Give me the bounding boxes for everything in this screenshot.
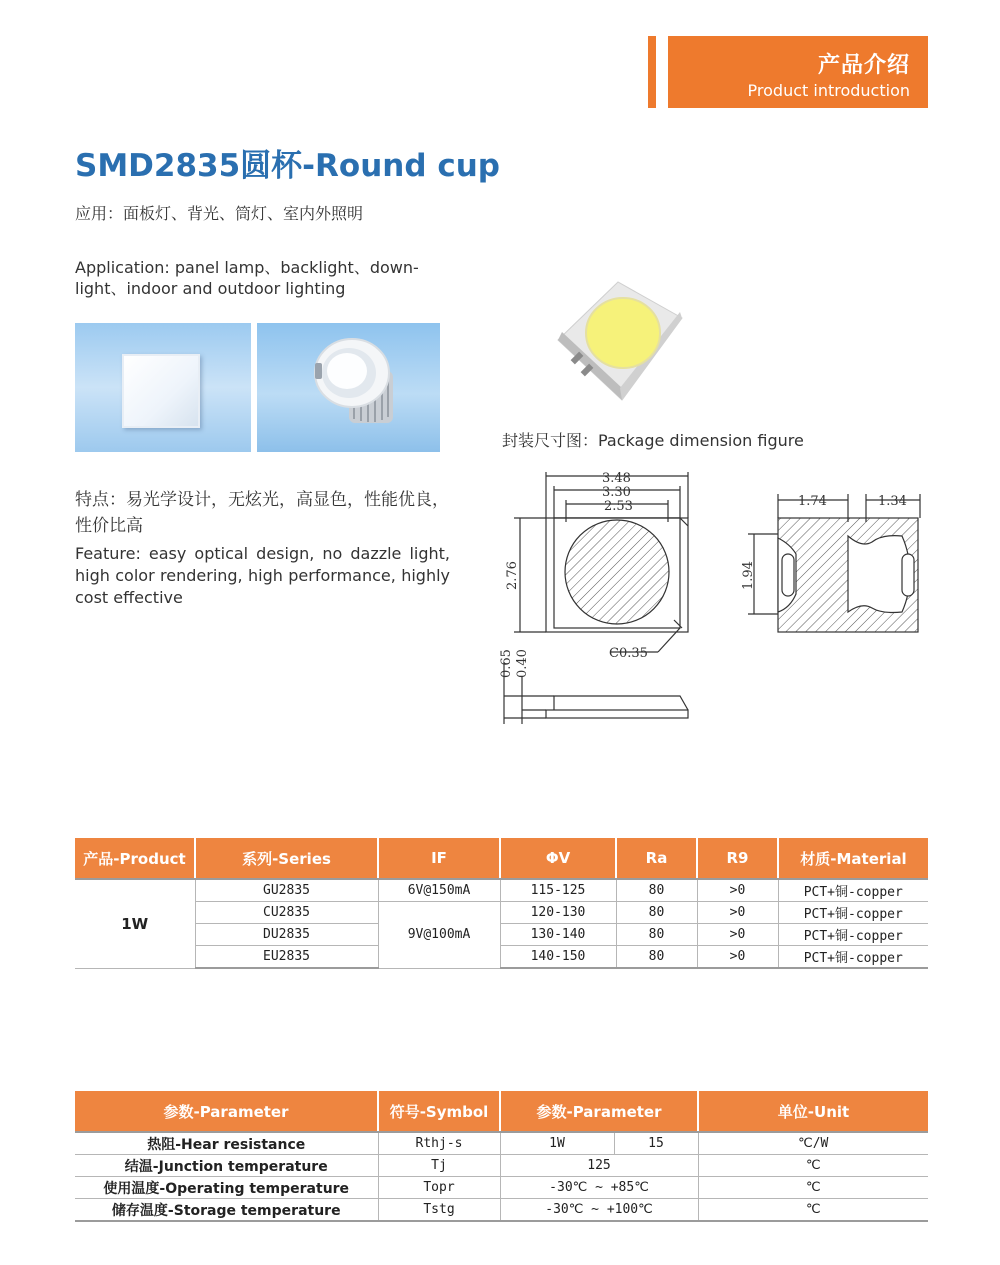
downlight-illustration xyxy=(257,323,440,452)
table-row xyxy=(75,879,928,902)
section-header xyxy=(668,36,928,108)
dim-height: 2.76 xyxy=(505,561,520,590)
value-cell: 15 xyxy=(614,1132,698,1155)
parameter-table xyxy=(75,1091,928,1222)
table-row xyxy=(75,1132,928,1155)
table-row xyxy=(75,1199,928,1222)
r9-cell: >0 xyxy=(697,946,778,969)
dim-width-mid: 3.30 xyxy=(602,485,631,500)
dim-thickness-total: 0.65 xyxy=(499,649,514,678)
downlight-clip xyxy=(315,363,322,379)
col-value: 参数-Parameter xyxy=(500,1091,698,1132)
col-ra: Ra xyxy=(616,838,697,879)
dim-thickness-body: 0.40 xyxy=(515,649,530,678)
series-cell: GU2835 xyxy=(195,879,378,902)
phiv-cell: 120-130 xyxy=(500,902,616,924)
table-row xyxy=(75,1155,928,1177)
header-accent-bar xyxy=(648,36,656,108)
application-cn: 应用：面板灯、背光、筒灯、室内外照明 xyxy=(75,204,364,223)
downlight-photo xyxy=(257,323,440,452)
table-row xyxy=(75,946,928,969)
ra-cell: 80 xyxy=(616,924,697,946)
dim-width-cup: 2.53 xyxy=(604,499,633,514)
if-cell: 9V@100mA xyxy=(378,902,500,969)
phiv-cell: 140-150 xyxy=(500,946,616,969)
col-symbol: 符号-Symbol xyxy=(378,1091,500,1132)
ra-cell: 80 xyxy=(616,946,697,969)
value-cell: -30℃ ~ +85℃ xyxy=(500,1177,698,1199)
symbol-cell: Tj xyxy=(378,1155,500,1177)
dim-pad-left: 1.74 xyxy=(798,494,827,509)
product-power: 1W xyxy=(75,879,195,968)
dim-chamfer: C0.35 xyxy=(609,646,648,661)
col-phiv: ΦV xyxy=(500,838,616,879)
material-cell: PCT+铜-copper xyxy=(778,924,928,946)
col-r9: R9 xyxy=(697,838,778,879)
table-row xyxy=(75,902,928,924)
side-view-lens xyxy=(554,696,688,710)
col-unit: 单位-Unit xyxy=(698,1091,928,1132)
r9-cell: >0 xyxy=(697,879,778,902)
cup-hatch xyxy=(565,520,669,624)
side-view-base xyxy=(546,710,688,718)
table-row xyxy=(75,924,928,946)
r9-cell: >0 xyxy=(697,902,778,924)
material-cell: PCT+铜-copper xyxy=(778,879,928,902)
series-cell: CU2835 xyxy=(195,902,378,924)
package-dimension-label: 封装尺寸图：Package dimension figure xyxy=(502,431,804,450)
section-title-cn: 产品介绍 xyxy=(817,53,910,78)
unit-cell: ℃ xyxy=(698,1199,928,1222)
dim-width-outer: 3.48 xyxy=(602,471,631,486)
section-title-en: Product introduction xyxy=(747,81,910,100)
ra-cell: 80 xyxy=(616,902,697,924)
col-material: 材质-Material xyxy=(778,838,928,879)
led-phosphor xyxy=(586,298,660,368)
col-product: 产品-Product xyxy=(75,838,195,879)
parameter-table-header xyxy=(75,1091,928,1132)
param-name-cell: 结温-Junction temperature xyxy=(75,1155,378,1177)
panel-lamp-photo xyxy=(75,323,251,452)
series-cell: EU2835 xyxy=(195,946,378,969)
symbol-cell: Rthj-s xyxy=(378,1132,500,1155)
dim-pad-right: 1.34 xyxy=(878,494,907,509)
features-cn: 特点：易光学设计，无炫光，高显色，性能优良，性价比高 xyxy=(75,490,449,536)
ra-cell: 80 xyxy=(616,879,697,902)
material-cell: PCT+铜-copper xyxy=(778,946,928,969)
pad-slot-right xyxy=(902,554,914,596)
symbol-cell: Tstg xyxy=(378,1199,500,1222)
unit-cell: ℃/W xyxy=(698,1132,928,1155)
col-parameter: 参数-Parameter xyxy=(75,1091,378,1132)
if-cell: 6V@150mA xyxy=(378,879,500,902)
product-table-header xyxy=(75,838,928,879)
col-if: IF xyxy=(378,838,500,879)
material-cell: PCT+铜-copper xyxy=(778,902,928,924)
unit-cell: ℃ xyxy=(698,1177,928,1199)
dim-pad-height: 1.94 xyxy=(741,561,756,590)
value-cell: -30℃ ~ +100℃ xyxy=(500,1199,698,1222)
pad-slot-left xyxy=(782,554,794,596)
value-cell: 125 xyxy=(500,1155,698,1177)
value-cell: 1W xyxy=(500,1132,614,1155)
series-cell: DU2835 xyxy=(195,924,378,946)
phiv-cell: 130-140 xyxy=(500,924,616,946)
symbol-cell: Topr xyxy=(378,1177,500,1199)
features-en: Feature: easy optical design, no dazzle light, high color rendering, high performance, highly cost effective xyxy=(75,544,450,607)
product-table xyxy=(75,838,928,969)
r9-cell: >0 xyxy=(697,924,778,946)
phiv-cell: 115-125 xyxy=(500,879,616,902)
table-row xyxy=(75,1177,928,1199)
param-name-cell: 使用温度-Operating temperature xyxy=(75,1177,378,1199)
param-name-cell: 储存温度-Storage temperature xyxy=(75,1199,378,1222)
package-dimension-drawing xyxy=(490,462,940,732)
param-name-cell: 热阻-Hear resistance xyxy=(75,1132,378,1155)
application-en: Application: panel lamp、backlight、down-light、indoor and outdoor lighting xyxy=(75,258,419,298)
col-series: 系列-Series xyxy=(195,838,378,879)
unit-cell: ℃ xyxy=(698,1155,928,1177)
product-title: SMD2835圆杯-Round cup xyxy=(75,148,500,184)
led-chip-image xyxy=(550,278,690,403)
panel-lamp-shape xyxy=(122,354,200,428)
